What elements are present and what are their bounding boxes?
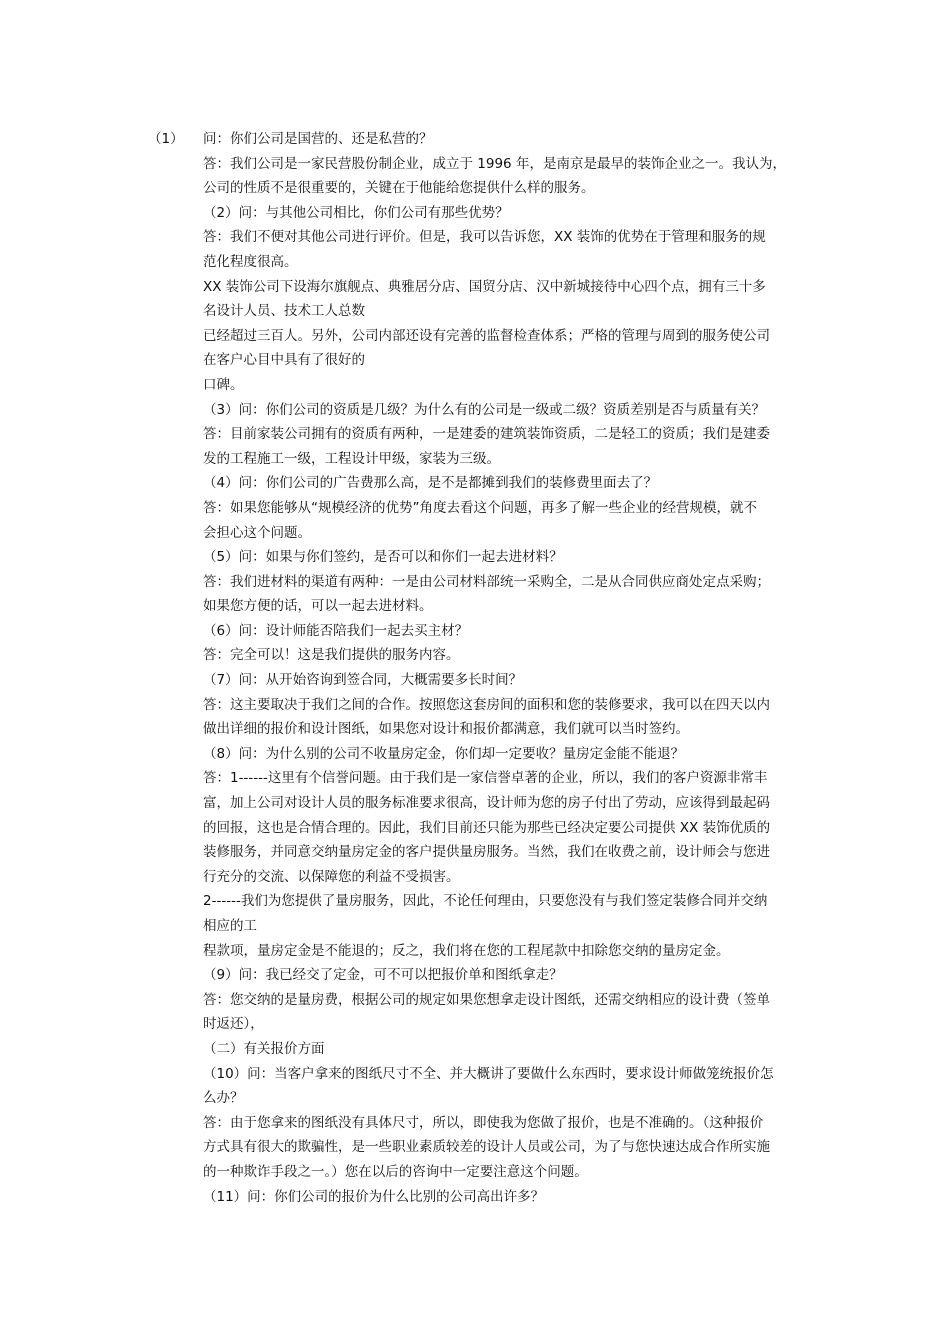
text-line: 答：如果您能够从“规模经济的优势”角度去看这个问题，再多了解一些企业的经营规模，就不 [203, 499, 757, 516]
question-line: （9）问：我已经交了定金，可不可以把报价单和图纸拿走？ [203, 967, 563, 984]
text-line: 2------我们为您提供了量房服务，因此，不论任何理由，只要您没有与我们签定装修合同并交纳 [203, 893, 768, 910]
text-line: 会担心这个问题。 [203, 524, 311, 541]
text-line: 答：完全可以！这是我们提供的服务内容。 [203, 647, 460, 664]
text-line: 在客户心目中具有了很好的 [203, 352, 365, 369]
text-line: 答：我们进材料的渠道有两种：一是由公司材料部统一采购全，二是从合同供应商处定点采购； [203, 573, 770, 590]
text-line: 范化程度很高。 [203, 253, 298, 270]
text-line: 行充分的交流、以保障您的利益不受损害。 [203, 868, 460, 885]
text-line: 的回报，这也是合情合理的。因此，我们目前还只能为那些已经决定要公司提供 XX 装饰优质的 [203, 819, 771, 836]
text-line: 名设计人员、技术工人总数 [203, 303, 365, 320]
question-line: （2）问：与其他公司相比，你们公司有那些优势？ [203, 204, 509, 221]
text-line: 答：由于您拿来的图纸没有具体尺寸，所以，即使我为您做了报价，也是不准确的。（这种报价 [203, 1114, 764, 1131]
text-line: 答：1------这里有个信誉问题。由于我们是一家信誉卓著的企业，所以，我们的客户资源非常丰 [203, 770, 768, 787]
question-line: （6）问：设计师能否陪我们一起去买主材？ [203, 622, 469, 639]
text-line: 么办？ [203, 1090, 244, 1107]
text-line: 装修服务，并同意交纳量房定金的客户提供量房服务。当然，我们在收费之前，设计师会与您进 [203, 844, 770, 861]
text-line: 做出详细的报价和设计图纸，如果您对设计和报价都满意，我们就可以当时签约。 [203, 721, 689, 738]
text-line: 口碑。 [203, 376, 244, 393]
text-line: 的一种欺诈手段之一。）您在以后的咨询中一定要注意这个问题。 [203, 1163, 588, 1180]
question-line: （4）问：你们公司的广告费那么高，是不是都摊到我们的装修费里面去了？ [203, 475, 658, 492]
text-line: 时返还）， [203, 1016, 264, 1033]
text-line: 答：我们不便对其他公司进行评价。但是，我可以告诉您，XX 装饰的优势在于管理和服务的规 [203, 229, 766, 246]
question-line: （10）问：当客户拿来的图纸尺寸不全、并大概讲了要做什么东西时，要求设计师做笼统报价怎 [203, 1065, 774, 1082]
text-line: 方式具有很大的欺骗性，是一些职业素质较差的设计人员或公司，为了与您快速达成合作所实施 [203, 1139, 770, 1156]
text-line: 公司的性质不是很重要的，关键在于他能给您提供什么样的服务。 [203, 180, 595, 197]
question-line: （11）问：你们公司的报价为什么比别的公司高出许多？ [203, 1188, 545, 1205]
item-number-1: （1） [148, 131, 184, 147]
question-line: （8）问：为什么别的公司不收量房定金，你们却一定要收？量房定金能不能退？ [203, 745, 685, 762]
text-line: 如果您方便的话，可以一起去进材料。 [203, 598, 433, 615]
text-line: 富，加上公司对设计人员的服务标准要求很高，设计师为您的房子付出了劳动，应该得到最起码 [203, 795, 770, 812]
text-line: 答：目前家装公司拥有的资质有两种，一是建委的建筑装饰资质，二是轻工的资质；我们是建委 [203, 426, 770, 443]
text-line: 程款项，量房定金是不能退的；反之，我们将在您的工程尾款中扣除您交纳的量房定金。 [203, 942, 730, 959]
question-line: （5）问：如果与你们签约，是否可以和你们一起去进材料？ [203, 549, 563, 566]
text-line: 答：这主要取决于我们之间的合作。按照您这套房间的面积和您的装修要求，我可以在四天以内 [203, 696, 770, 713]
text-line: 相应的工 [203, 918, 257, 934]
text-line: 问：你们公司是国营的、还是私营的？ [203, 131, 433, 147]
question-line: （3）问：你们公司的资质是几级？为什么有的公司是一级或二级？资质差别是否与质量有关？ [203, 401, 766, 418]
text-line: 答：我们公司是一家民营股份制企业，成立于 1996 年，是南京是最早的装饰企业之一。我认为， [203, 155, 786, 172]
text-line: 已经超过三百人。另外，公司内部还设有完善的监督检查体系；严格的管理与周到的服务使公司 [203, 327, 770, 344]
document-body [203, 127, 813, 1209]
text-line: XX 装饰公司下设海尔旗舰点、典雅居分店、国贸分店、汉中新城接待中心四个点，拥有三十多 [203, 278, 766, 295]
text-line: 答：您交纳的是量房费，根据公司的规定如果您想拿走设计图纸，还需交纳相应的设计费（签单 [203, 991, 770, 1008]
section-heading: （二）有关报价方面 [203, 1040, 325, 1057]
text-line: 发的工程施工一级，工程设计甲级，家装为三级。 [203, 450, 500, 467]
question-line: （7）问：从开始咨询到签合同，大概需要多长时间？ [203, 672, 523, 689]
